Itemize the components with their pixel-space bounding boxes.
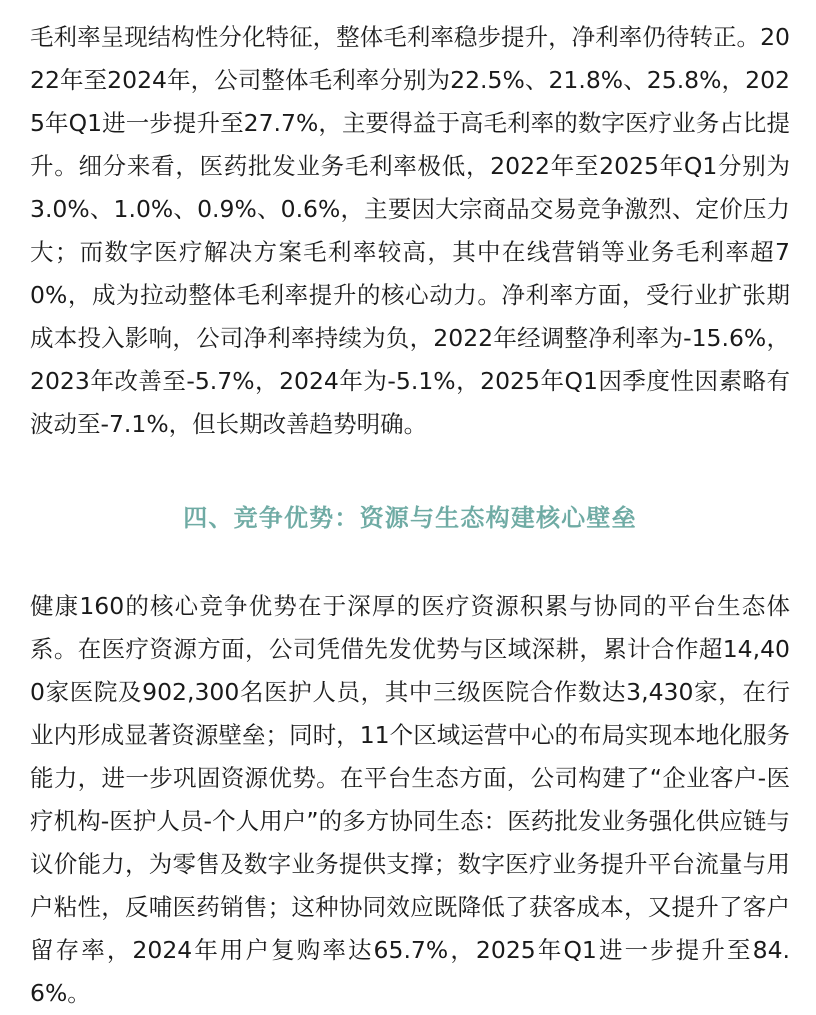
section-heading-competitive-advantage: 四、竞争优势：资源与生态构建核心壁垒 xyxy=(183,504,637,532)
paragraph-competitive-advantage-body: 健康160的核心竞争优势在于深厚的医疗资源积累与协同的平台生态体系。在医疗资源方面，公司凭借先发优势与区域深耕，累计合作超14,400家医院及902,300名医护人员，其中三级医院合作数达3,430家，在行业内形成显著资源壁垒；同时，11个区域运营中心的布局实现本地化服务能力，进一步巩固资源优势。在平台生态方面，公司构建了“企业客户-医疗机构-医护人员-个人用户”的多方协同生态：医药批发业务强化供应链与议价能力，为零售及数字业务提供支撑；数字医疗业务提升平台流量与用户粘性，反哺医药销售；这种协同效应既降低了获客成本，又提升了客户留存率，2024年用户复购率达65.7%，2025年Q1进一步提升至84.6%。 xyxy=(30,592,790,1007)
paragraph-profitability-analysis: 毛利率呈现结构性分化特征，整体毛利率稳步提升，净利率仍待转正。2022年至2024年，公司整体毛利率分别为22.5%、21.8%、25.8%，2025年Q1进一步提升至27.7%，主要得益于高毛利率的数字医疗业务占比提升。细分来看，医药批发业务毛利率极低，2022年至2025年Q1分别为3.0%、1.0%、0.9%、0.6%，主要因大宗商品交易竞争激烈、定价压力大；而数字医疗解决方案毛利率较高，其中在线营销等业务毛利率超70%，成为拉动整体毛利率提升的核心动力。净利率方面，受行业扩张期成本投入影响，公司净利率持续为负，2022年经调整净利率为-15.6%，2023年改善至-5.7%，2024年为-5.1%，2025年Q1因季度性因素略有波动至-7.1%，但长期改善趋势明确。 xyxy=(30,23,790,438)
